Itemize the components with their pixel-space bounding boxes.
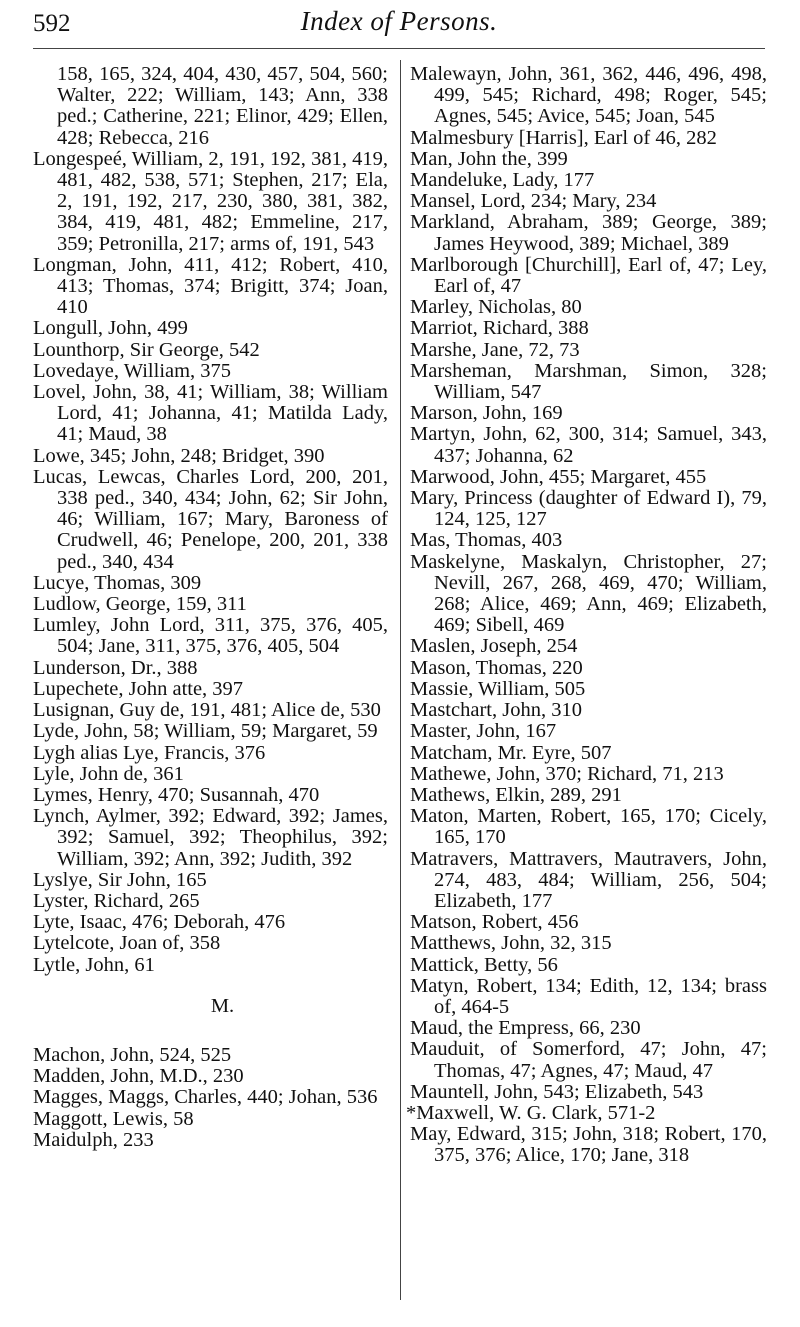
index-entry: Marwood, John, 455; Margaret, 455 [410,465,707,488]
index-entry: Lowe, 345; John, 248; Bridget, 390 [33,444,325,467]
index-entry: Marshe, Jane, 72, 73 [410,338,580,361]
index-entry: Lynch, Aylmer, 392; Edward, 392; James, 392; Samuel, 392; Theophilus, 392; William, 392; Ann, 392; Judith, 392 [33,805,388,870]
index-entry: Matcham, Mr. Eyre, 507 [410,741,612,764]
index-entry: Maidulph, 233 [33,1128,154,1151]
index-entry: Lusignan, Guy de, 191, 481; Alice de, 530 [33,699,381,722]
index-entry: Markland, Abraham, 389; George, 389; James Heywood, 389; Michael, 389 [410,211,767,255]
index-entry: Marlborough [Churchill], Earl of, 47; Ley, Earl of, 47 [410,253,767,298]
section-spacer [33,976,388,996]
index-entry: Marley, Nicholas, 80 [410,296,582,319]
index-entry: Mandeluke, Lady, 177 [410,169,595,192]
index-entry: Lucye, Thomas, 309 [33,571,202,594]
index-entry: Matyn, Robert, 134; Edith, 12, 134; brass of, 464-5 [410,974,767,1018]
index-entry: *Maxwell, W. G. Clark, 571-2 [406,1101,656,1124]
column-divider [400,60,401,1300]
m-entries-list [33,1045,388,1151]
page-number: 592 [33,10,71,37]
index-entry: Lounthorp, Sir George, 542 [33,338,260,361]
index-entry: Lygh alias Lye, Francis, 376 [33,741,266,764]
index-entry: Matthews, John, 32, 315 [410,932,612,955]
index-entry: Lovedaye, William, 375 [33,359,232,382]
index-entry: Lyle, John de, 361 [33,762,184,785]
left-column [33,64,388,1151]
index-entry: Maud, the Empress, 66, 230 [410,1017,641,1040]
index-entry: Lovel, John, 38, 41; William, 38; William Lord, 41; Johanna, 41; Matilda Lady, 41; Maud, 38 [33,381,388,446]
index-entry: Matravers, Mattravers, Mautravers, John, 274, 483, 484; William, 256, 504; Elizabeth, 177 [410,847,767,912]
index-entry: Lupechete, John atte, 397 [33,677,244,700]
index-entry: Mansel, Lord, 234; Mary, 234 [410,190,657,213]
index-entry: Longespeé, William, 2, 191, 192, 381, 419, 481, 482, 538, 571; Stephen, 217; Ela, 2, 191, 192, 217, 230, 380, 381, 382, 384, 419, 481, 482; Emmeline, 217, 359; Petronilla, 217; arms of, 191, 543 [33,147,388,255]
index-entry: Maggott, Lewis, 58 [33,1107,194,1130]
index-entry: May, Edward, 315; John, 318; Robert, 170, 375, 376; Alice, 170; Jane, 318 [410,1123,767,1167]
index-entry: Mathewe, John, 370; Richard, 71, 213 [410,762,724,785]
index-entry: Lytle, John, 61 [33,953,155,976]
page-header [33,6,765,48]
index-entry: Lyte, Isaac, 476; Deborah, 476 [33,911,286,934]
index-entry: Malmesbury [Harris], Earl of 46, 282 [410,126,717,149]
index-entry: Mastchart, John, 310 [410,699,582,722]
index-entry: Mary, Princess (daughter of Edward I), 79, 124, 125, 127 [410,487,767,531]
index-entry: Lumley, John Lord, 311, 375, 376, 405, 504; Jane, 311, 375, 376, 405, 504 [33,614,388,658]
page-title: Index of Persons. [300,6,498,36]
index-entry: Martyn, John, 62, 300, 314; Samuel, 343, 437; Johanna, 62 [410,423,767,467]
index-entry: Machon, John, 524, 525 [33,1043,232,1066]
index-entry: Madden, John, M.D., 230 [33,1065,244,1088]
index-entry: Massie, William, 505 [410,677,586,700]
index-entry: Marsheman, Marshman, Simon, 328; William, 547 [410,359,767,404]
left-entries-list [33,64,388,976]
index-entry: Lytelcote, Joan of, 358 [33,932,221,955]
index-entry: Magges, Maggs, Charles, 440; Johan, 536 [33,1086,378,1109]
index-entry: Malewayn, John, 361, 362, 446, 496, 498, 499, 545; Richard, 498; Roger, 545; Agnes, 545; Avice, 545; Joan, 545 [410,63,767,128]
index-entry: Lyde, John, 58; William, 59; Margaret, 59 [33,720,378,743]
right-column [406,63,767,1167]
index-entry: 158, 165, 324, 404, 430, 457, 504, 560; Walter, 222; William, 143; Ann, 338 ped.; Catherine, 221; Elinor, 429; Ellen, 428; Rebecca, 216 [57,63,388,149]
index-entry: Marriot, Richard, 388 [410,317,589,340]
index-entry: Maskelyne, Maskalyn, Christopher, 27; Nevill, 267, 268, 469, 470; William, 268; Alice, 469; Ann, 469; Elizabeth, 469; Sibell, 469 [410,550,767,637]
right-entries-list [406,63,767,1167]
index-entry: Lymes, Henry, 470; Susannah, 470 [33,783,320,806]
index-entry: Lucas, Lewcas, Charles Lord, 200, 201, 338 ped., 340, 434; John, 62; Sir John, 46; William, 167; Mary, Baroness of Crudwell, 46; Penelope, 200, 201, 338 ped., 340, 434 [33,465,388,573]
index-entry: Longman, John, 411, 412; Robert, 410, 413; Thomas, 374; Brigitt, 374; Joan, 410 [33,253,388,319]
index-entry: Mauduit, of Somerford, 47; John, 47; Thomas, 47; Agnes, 47; Maud, 47 [410,1038,767,1082]
index-entry: Mas, Thomas, 403 [410,529,563,552]
index-entry: Ludlow, George, 159, 311 [33,593,247,616]
index-entry: Longull, John, 499 [33,317,188,340]
index-entry: Maton, Marten, Robert, 165, 170; Cicely, 165, 170 [410,805,767,849]
index-entry: Marson, John, 169 [410,402,563,425]
index-entry: Master, John, 167 [410,720,557,743]
index-entry: Lyslye, Sir John, 165 [33,868,207,891]
index-entry: Maslen, Joseph, 254 [410,635,578,658]
index-entry: Man, John the, 399 [410,147,568,170]
section-spacer [33,1017,388,1045]
section-letter-m: M. [210,994,235,1017]
header-rule [33,48,765,49]
index-entry: Mattick, Betty, 56 [410,953,558,976]
index-entry: Mason, Thomas, 220 [410,656,583,679]
index-entry: Lunderson, Dr., 388 [33,656,198,679]
index-entry: Lyster, Richard, 265 [33,889,200,912]
index-entry: Mauntell, John, 543; Elizabeth, 543 [410,1080,704,1103]
index-entry: Matson, Robert, 456 [410,911,579,934]
index-entry: Mathews, Elkin, 289, 291 [410,783,622,806]
